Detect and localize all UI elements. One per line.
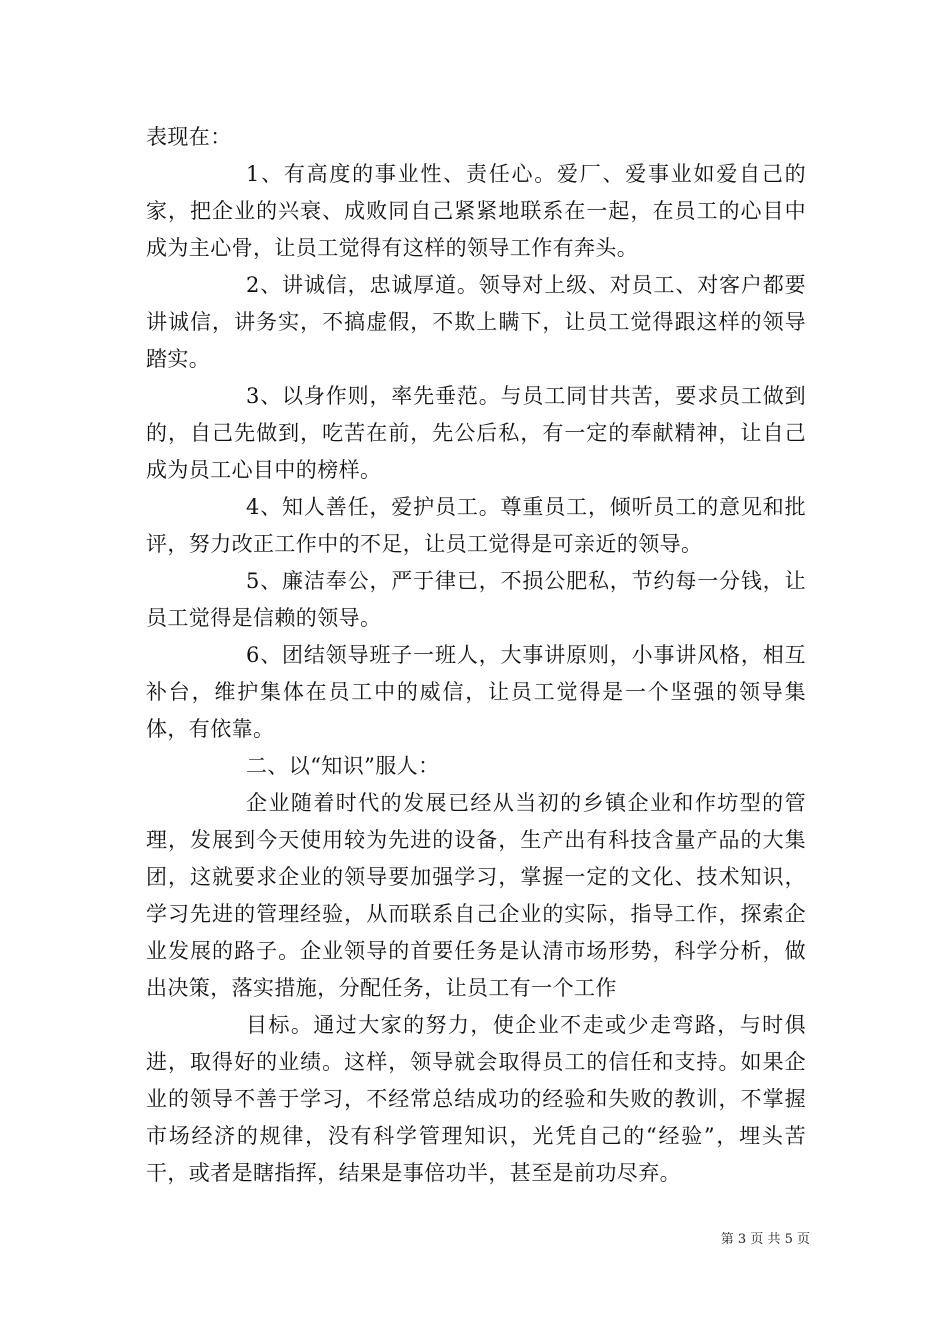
paragraph-point-1: 1、有高度的事业性、责任心。爱厂、爱事业如爱自己的家，把企业的兴衰、成败同自己紧紧地联系在一起，在员工的心目中成为主心骨，让员工觉得有这样的领导工作有奔头。 xyxy=(146,162,806,260)
section-heading: 二、以“知识”服人： xyxy=(246,754,440,778)
paragraph-point-4: 4、知人善任，爱护员工。尊重员工，倾听员工的意见和批评，努力改正工作中的不足，让员工觉得是可亲近的领导。 xyxy=(146,495,806,556)
paragraph-point-5: 5、廉洁奉公，严于律已，不损公肥私，节约每一分钱，让员工觉得是信赖的领导。 xyxy=(146,569,806,630)
paragraph-goal: 目标。通过大家的努力，使企业不走或少走弯路，与时俱进，取得好的业绩。这样，领导就会取得员工的信任和支持。如果企业的领导不善于学习，不经常总结成功的经验和失败的教训，不掌握市场经济的规律，没有科学管理知识，光凭自己的“经验”，埋头苦干，或者是瞎指挥，结果是事倍功半，甚至是前功尽弃。 xyxy=(146,1013,806,1185)
paragraph-knowledge: 企业随着时代的发展已经从当初的乡镇企业和作坊型的管理，发展到今天使用较为先进的设备，生产出有科技含量产品的大集团，这就要求企业的领导要加强学习，掌握一定的文化、技术知识，学习先进的管理经验，从而联系自己企业的实际，指导工作，探索企业发展的路子。企业领导的首要任务是认清市场形势，科学分析，做出决策，落实措施，分配任务，让员工有一个工作 xyxy=(146,791,806,1000)
document-body xyxy=(146,119,806,1192)
page-number: 第 3 页 共 5 页 xyxy=(720,1232,810,1247)
paragraph-point-2: 2、讲诚信，忠诚厚道。领导对上级、对员工、对客户都要讲诚信，讲务实，不搞虚假，不欺上瞒下，让员工觉得跟这样的领导踏实。 xyxy=(146,273,806,371)
paragraph-point-6: 6、团结领导班子一班人，大事讲原则，小事讲风格，相互补台，维护集体在员工中的威信，让员工觉得是一个坚强的领导集体，有依靠。 xyxy=(146,643,806,741)
paragraph-point-3: 3、以身作则，率先垂范。与员工同甘共苦，要求员工做到的，自己先做到，吃苦在前，先公后私，有一定的奉献精神，让自己成为员工心目中的榜样。 xyxy=(146,384,806,482)
paragraph-intro: 表现在： xyxy=(146,125,232,149)
